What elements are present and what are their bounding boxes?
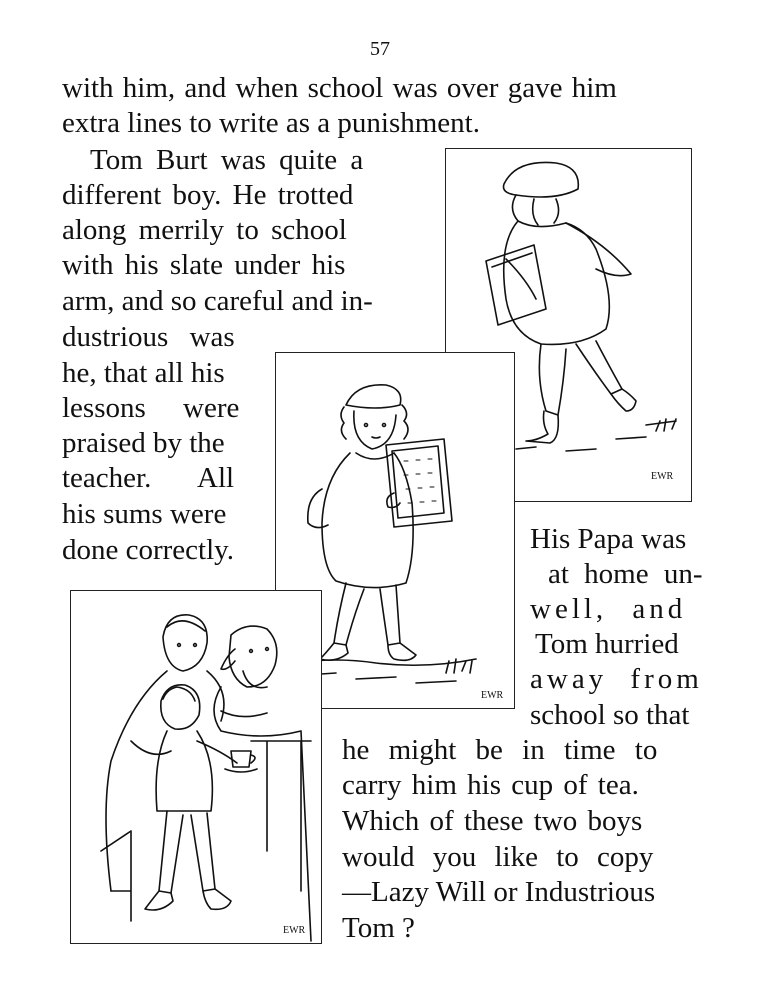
text-line-1: with him, and when school was over gave him	[62, 72, 617, 104]
text-line-2: extra lines to write as a punishment.	[62, 107, 480, 139]
text-line-23: Which of these two boys	[342, 805, 643, 837]
text-line-17: well, and	[530, 593, 687, 625]
signature-3: EWR	[283, 925, 306, 936]
text-line-24: would you like to copy	[342, 841, 654, 873]
text-line-16: at home un-	[548, 558, 703, 590]
text-line-10: lessons were	[62, 392, 240, 424]
text-line-3: Tom Burt was quite a	[90, 144, 364, 176]
page-number: 57	[370, 38, 390, 60]
tea-scene-drawing	[71, 591, 321, 943]
signature-1: EWR	[651, 471, 674, 482]
text-line-26: Tom ?	[342, 912, 415, 944]
text-line-14: done correctly.	[62, 534, 235, 566]
text-line-4: different boy. He trotted	[62, 179, 354, 211]
text-line-11: praised by the	[62, 427, 225, 459]
text-line-19: away from	[530, 663, 703, 695]
text-line-8: dustrious was	[62, 321, 235, 353]
text-line-13: his sums were	[62, 498, 227, 530]
text-line-21: he might be in time to	[342, 734, 658, 766]
text-line-15: His Papa was	[530, 523, 687, 555]
text-line-9: he, that all his	[62, 357, 225, 389]
text-line-5: along merrily to school	[62, 214, 347, 246]
text-line-25: —Lazy Will or Industrious	[342, 876, 656, 908]
signature-2: EWR	[481, 690, 504, 701]
text-line-6: with his slate under his	[62, 249, 346, 281]
text-line-12: teacher. All	[62, 462, 235, 494]
text-line-20: school so that	[530, 699, 690, 731]
text-line-22: carry him his cup of tea.	[342, 769, 639, 801]
text-line-18: Tom hurried	[535, 628, 679, 660]
text-line-7: arm, and so careful and in-	[62, 285, 373, 317]
illustration-boy-bringing-tea	[70, 590, 322, 944]
